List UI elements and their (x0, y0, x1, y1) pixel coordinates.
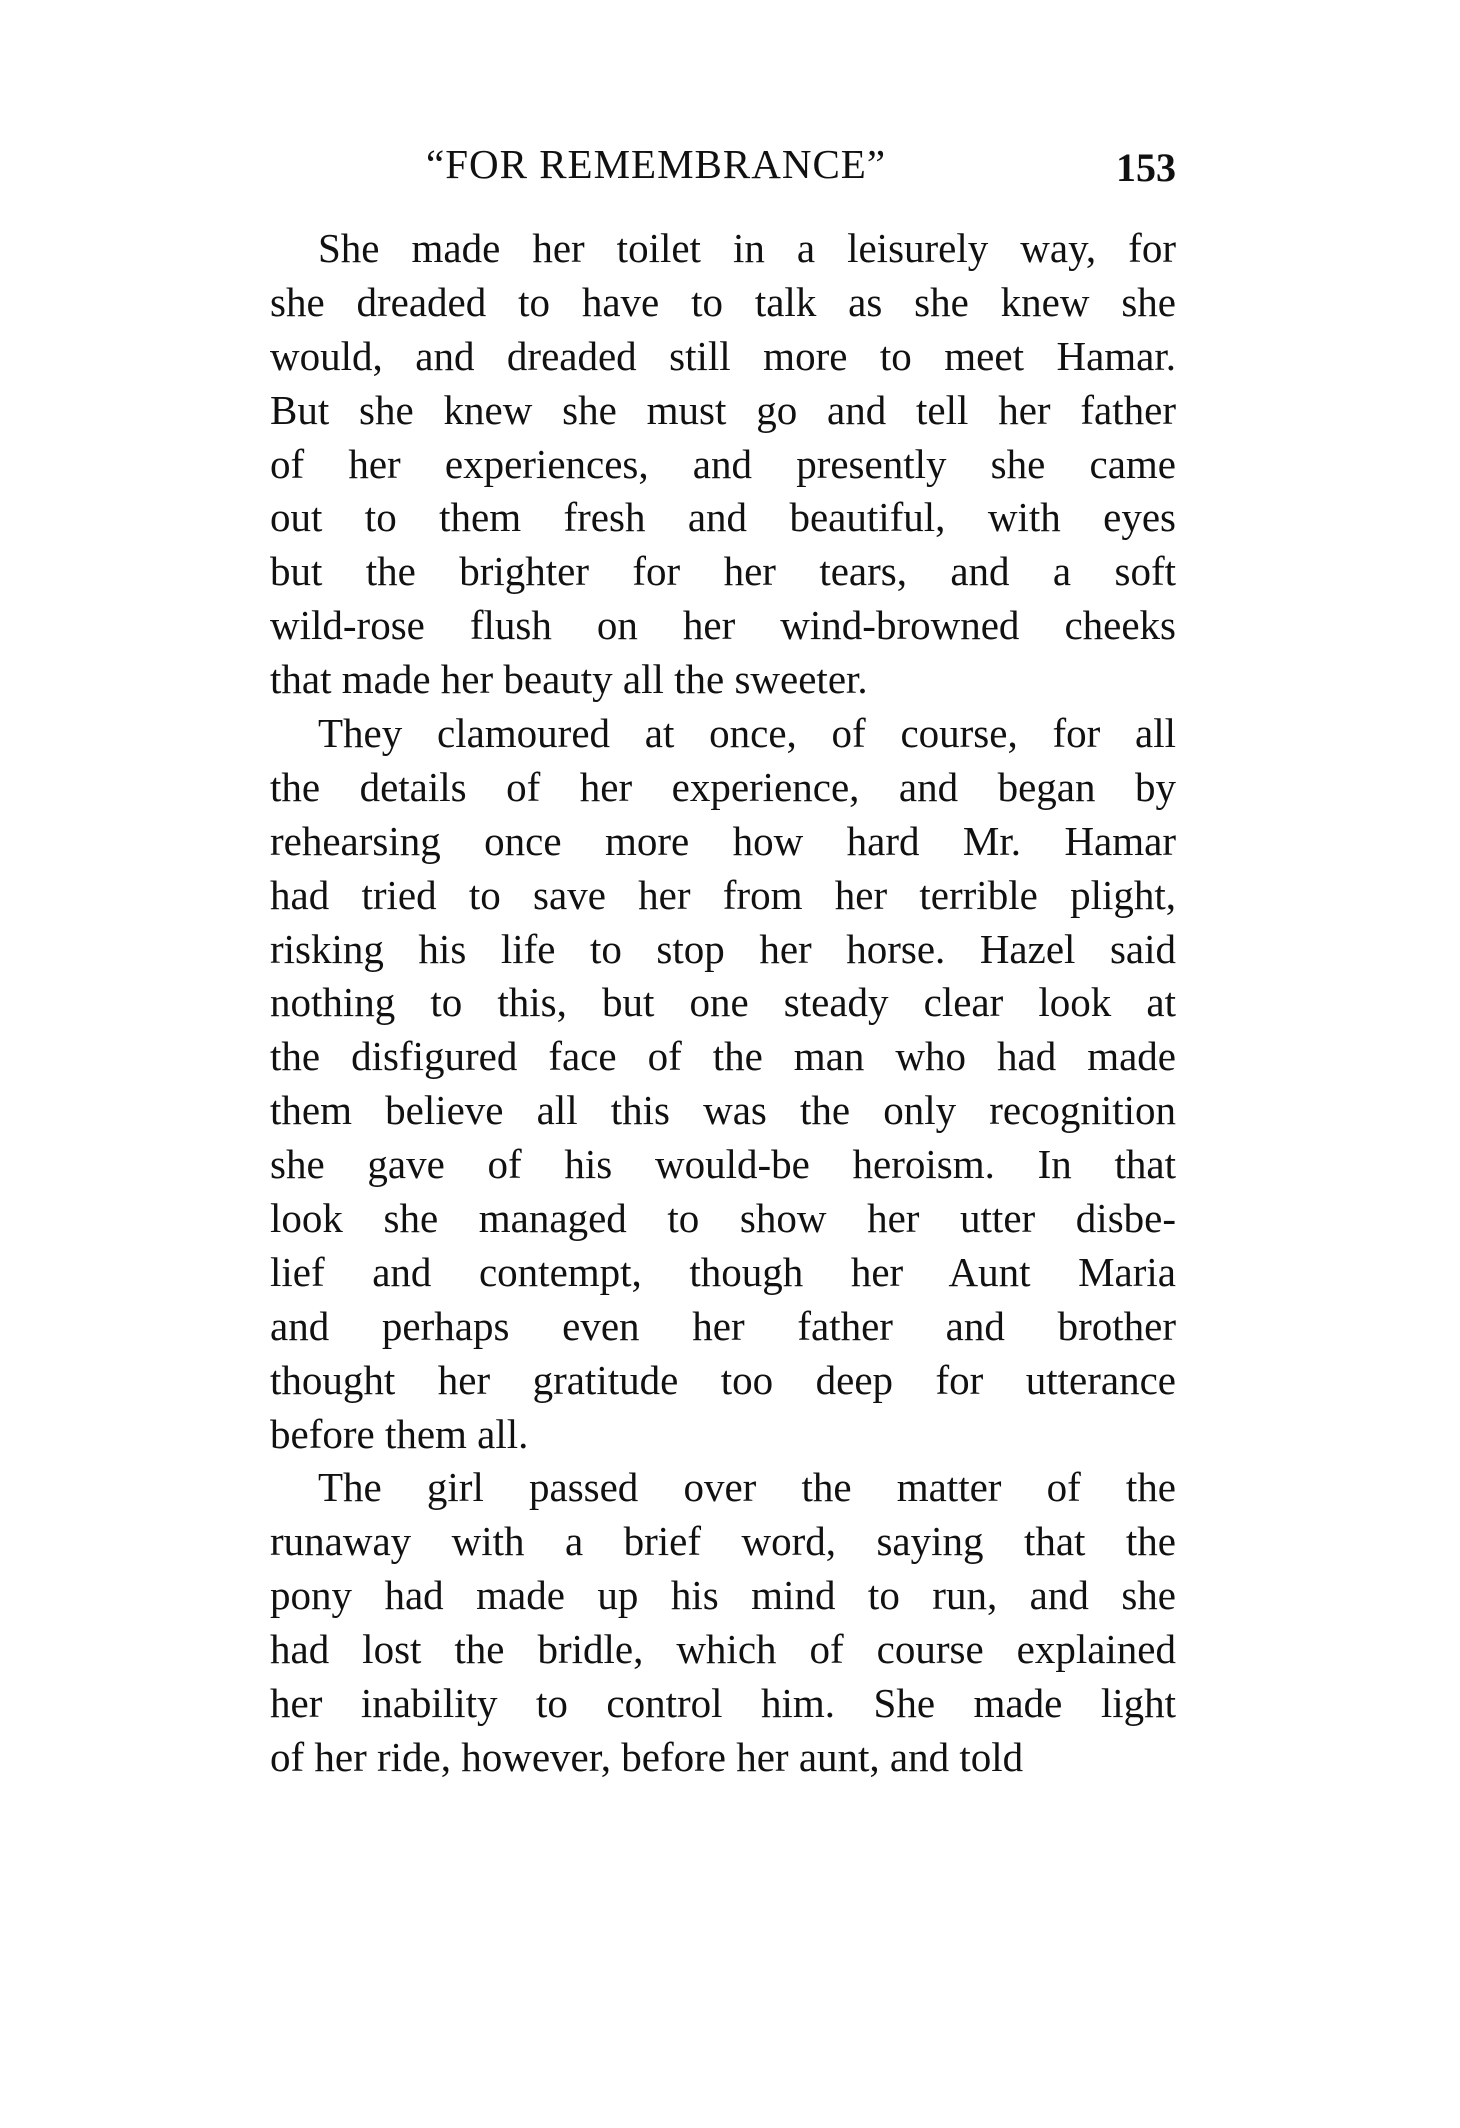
text-line: The girl passed over the matter of the (318, 1464, 1176, 1511)
text-line: but the brighter for her tears, and a soft (270, 548, 1176, 595)
text-line: she gave of his would-be heroism. In that (270, 1141, 1176, 1188)
text-line: the details of her experience, and began by (270, 763, 1176, 810)
paragraph (270, 1461, 1176, 1784)
text-line: out to them fresh and beautiful, with eyes (270, 494, 1176, 541)
running-title: “FOR REMEMBRANCE” (426, 141, 887, 187)
text-line: wild-rose flush on her wind-browned cheeks (270, 602, 1176, 649)
paragraph (270, 222, 1176, 707)
text-line: They clamoured at once, of course, for all (318, 710, 1176, 757)
paragraph (270, 707, 1176, 1461)
text-line: thought her gratitude too deep for utterance (270, 1356, 1176, 1403)
text-line: before them all. (270, 1410, 529, 1457)
text-line: pony had made up his mind to run, and she (270, 1572, 1176, 1619)
text-line: had tried to save her from her terrible plight, (270, 871, 1176, 918)
text-line: had lost the bridle, which of course explained (270, 1626, 1176, 1673)
text-line: the disfigured face of the man who had made (270, 1033, 1176, 1080)
text-line: look she managed to show her utter disbe- (270, 1195, 1176, 1242)
text-line: But she knew she must go and tell her father (270, 386, 1176, 433)
text-line: her inability to control him. She made light (270, 1680, 1176, 1727)
page-body (270, 222, 1176, 1785)
text-line: She made her toilet in a leisurely way, for (318, 225, 1176, 271)
text-line: she dreaded to have to talk as she knew she (270, 278, 1176, 325)
text-line: rehearsing once more how hard Mr. Hamar (270, 817, 1176, 864)
text-line: runaway with a brief word, saying that the (270, 1518, 1176, 1565)
text-line: would, and dreaded still more to meet Hamar. (270, 332, 1176, 379)
text-line: and perhaps even her father and brother (270, 1302, 1176, 1349)
text-line: lief and contempt, though her Aunt Maria (270, 1248, 1176, 1295)
text-line: risking his life to stop her horse. Hazel said (270, 925, 1176, 972)
page-number: 153 (1116, 145, 1176, 190)
text-line: of her experiences, and presently she came (270, 440, 1176, 487)
text-line: them believe all this was the only recognition (270, 1087, 1176, 1134)
text-line: nothing to this, but one steady clear look at (270, 979, 1176, 1026)
text-line: that made her beauty all the sweeter. (270, 656, 868, 703)
running-header (270, 140, 1176, 196)
text-line: of her ride, however, before her aunt, and told (270, 1733, 1024, 1780)
